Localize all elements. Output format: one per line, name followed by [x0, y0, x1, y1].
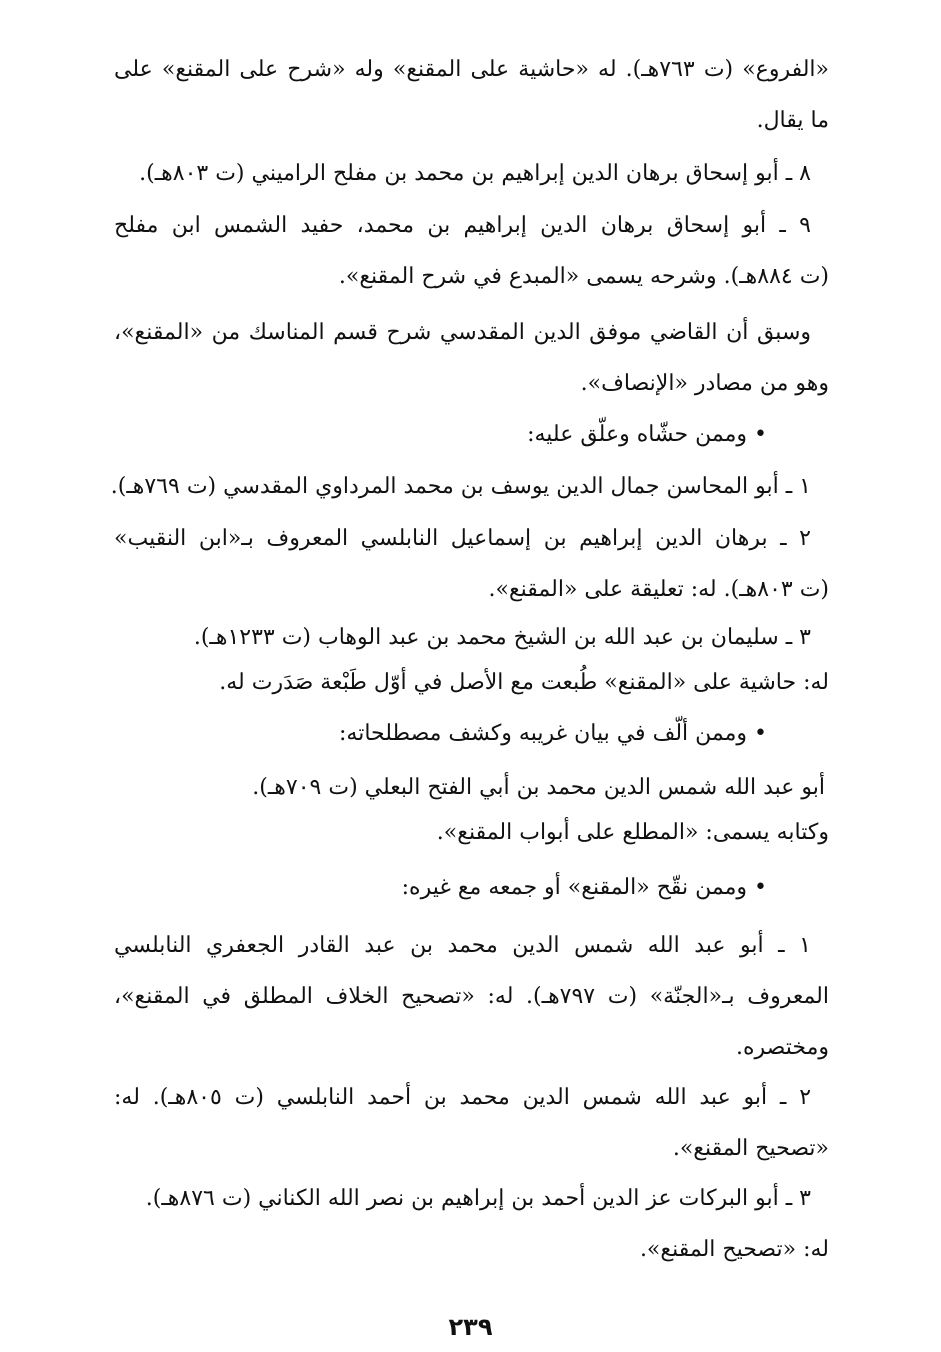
text-line: «تصحيح المقنع». [672, 1136, 829, 1161]
paragraph-annotator-1 [110, 461, 829, 512]
text-line: (ت ٨٨٤هـ). وشرحه يسمى «المبدع في شرح المقنع». [338, 264, 829, 289]
section-heading-revisers [114, 862, 829, 913]
section-heading-annotators [114, 409, 829, 460]
text-line: أبو عبد الله شمس الدين محمد بن أبي الفتح البعلي (ت ٧٠٩هـ). [252, 775, 825, 800]
section-heading-glossary [114, 708, 829, 759]
paragraph-annotator-2 [114, 513, 829, 615]
text-line: ١ ـ أبو المحاسن جمال الدين يوسف بن محمد المرداوي المقدسي (ت ٧٦٩هـ). [110, 474, 811, 499]
text-line: ٣ ـ سليمان بن عبد الله بن الشيخ محمد بن عبد الوهاب (ت ١٢٣٣هـ). [193, 625, 811, 650]
text-line: وهو من مصادر «الإنصاف». [580, 371, 829, 396]
text-line: وكتابه يسمى: «المطلع على أبواب المقنع». [436, 820, 829, 845]
text-line: له: حاشية على «المقنع» طُبعت مع الأصل في أوّل طَبْعة صَدَرت له. [219, 670, 829, 695]
paragraph-reviser-3 [114, 1173, 829, 1275]
paragraph-reviser-1 [114, 920, 829, 1073]
text-line: ١ ـ أبو عبد الله شمس الدين محمد بن عبد القادر الجعفري النابلسي [114, 933, 811, 958]
text-line: ٩ ـ أبو إسحاق برهان الدين إبراهيم بن محمد، حفيد الشمس ابن مفلح [114, 213, 811, 238]
text-line: له: «تصحيح المقنع». [639, 1237, 829, 1262]
text-line: ٢ ـ أبو عبد الله شمس الدين محمد بن أحمد النابلسي (ت ٨٠٥هـ). له: [114, 1085, 812, 1110]
text-line: (ت ٨٠٣هـ). له: تعليقة على «المقنع». [488, 577, 829, 602]
text-line: ما يقال. [756, 108, 829, 133]
text-line: • وممن ألّف في بيان غريبه وكشف مصطلحاته: [339, 721, 767, 746]
paragraph-item-8 [114, 148, 829, 199]
text-line: ٢ ـ برهان الدين إبراهيم بن إسماعيل النابلسي المعروف بـ«ابن النقيب» [114, 526, 811, 551]
text-line: • وممن نقّح «المقنع» أو جمعه مع غيره: [401, 875, 767, 900]
text-line: وسبق أن القاضي موفق الدين المقدسي شرح قسم المناسك من «المقنع»، [114, 320, 811, 345]
text-line: «الفروع» (ت ٧٦٣هـ). له «حاشية على المقنع» وله «شرح على المقنع» على [114, 57, 829, 82]
text-line: ٣ ـ أبو البركات عز الدين أحمد بن إبراهيم بن نصر الله الكناني (ت ٨٧٦هـ). [145, 1186, 811, 1211]
paragraph-annotator-3 [114, 612, 829, 708]
text-line: ٨ ـ أبو إسحاق برهان الدين إبراهيم بن محمد بن مفلح الراميني (ت ٨٠٣هـ). [139, 161, 811, 186]
paragraph-manasik [114, 307, 829, 409]
paragraph-furu-continuation [114, 44, 829, 146]
text-line: المعروف بـ«الجنّة» (ت ٧٩٧هـ). له: «تصحيح الخلاف المطلق في المقنع»، [114, 984, 829, 1009]
text-line: • وممن حشّاه وعلّق عليه: [527, 422, 767, 447]
page-number: ٢٣٩ [448, 1313, 493, 1341]
paragraph-reviser-2 [114, 1072, 829, 1174]
paragraph-glossary-author [114, 762, 829, 858]
text-line: ومختصره. [736, 1035, 829, 1060]
paragraph-item-9 [114, 200, 829, 302]
